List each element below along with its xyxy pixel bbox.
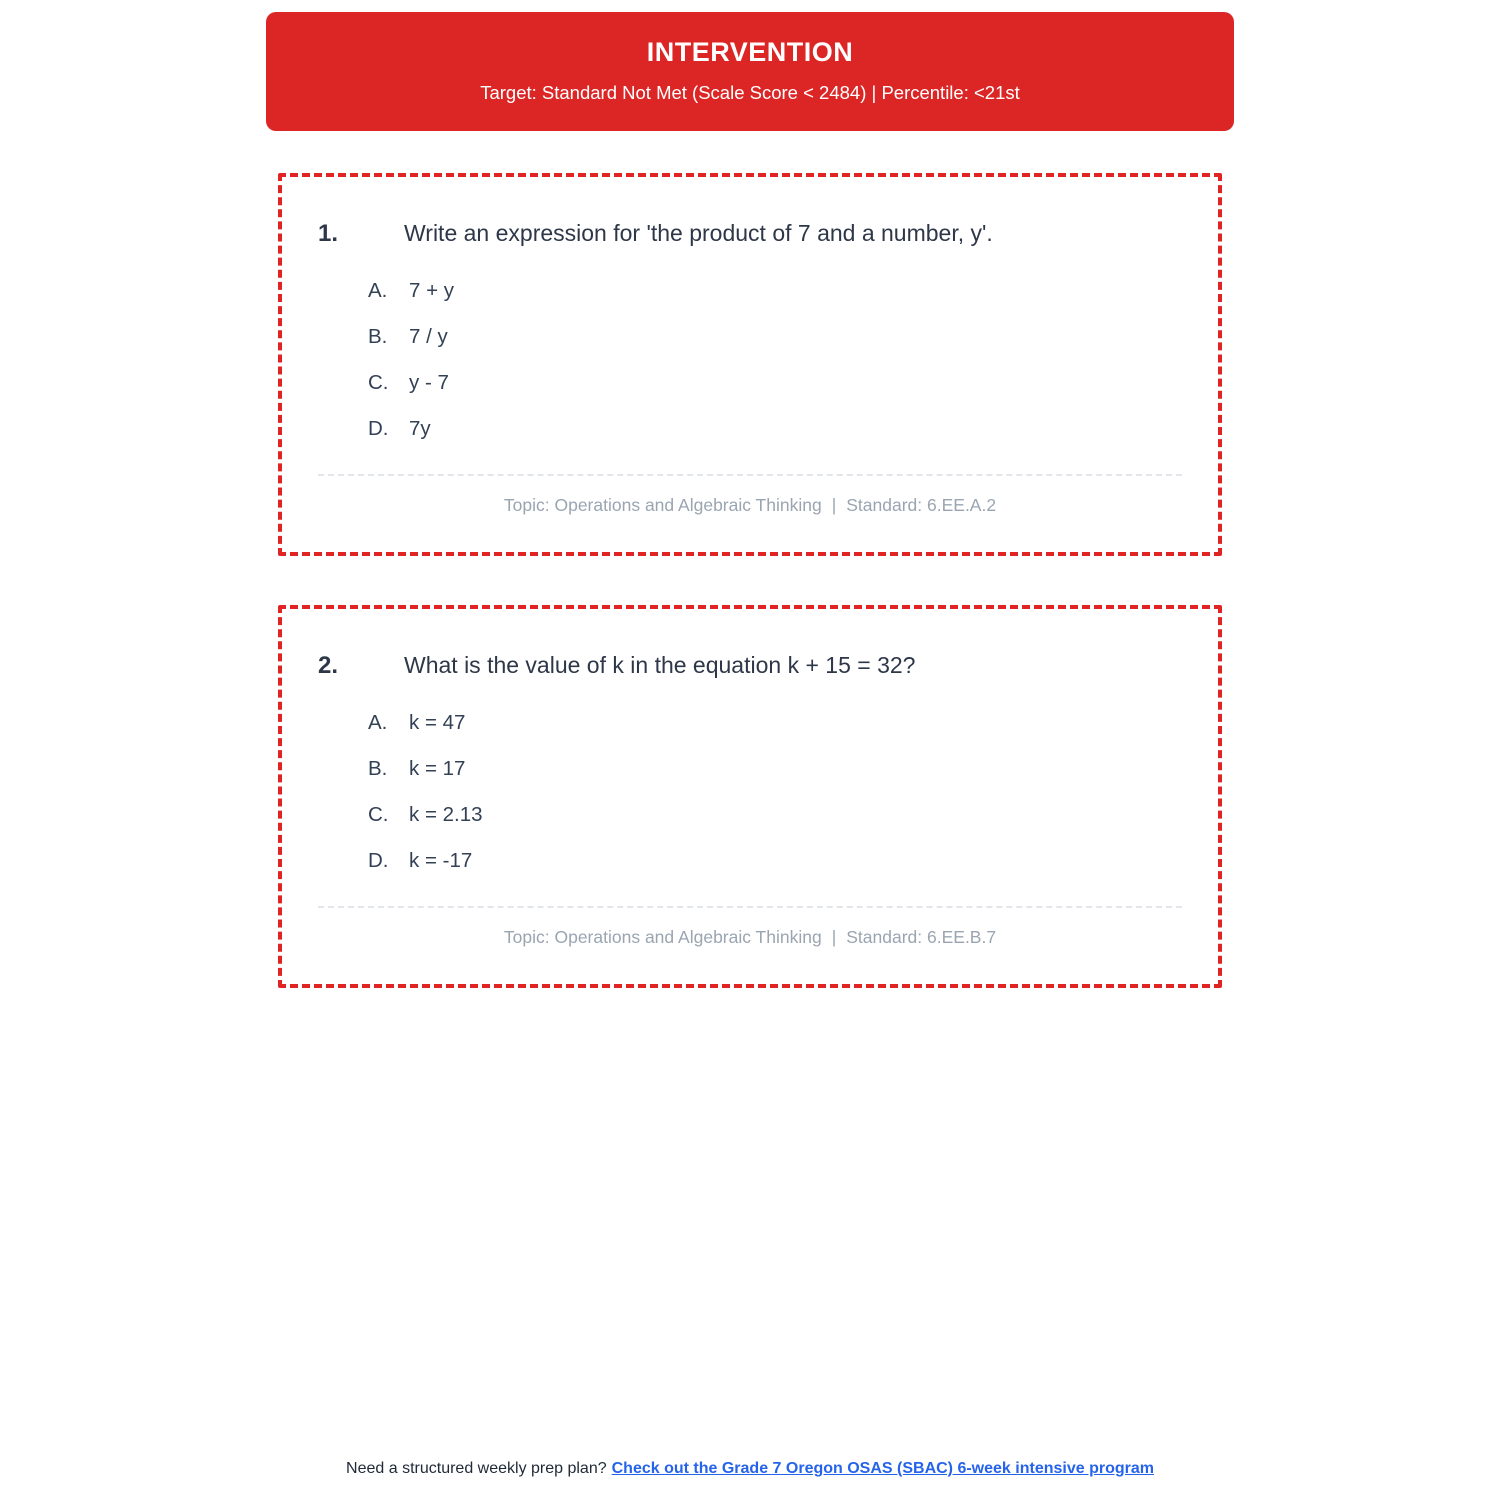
option-letter: D.	[368, 417, 389, 440]
footer-text: Need a structured weekly prep plan?	[346, 1460, 607, 1477]
question-2-row	[318, 649, 1182, 682]
question-1-meta	[318, 493, 1182, 517]
option-text: k = 2.13	[409, 803, 483, 826]
question-1-prompt: Write an expression for 'the product of 7 and a number, y'.	[404, 220, 993, 246]
page-footer	[0, 1460, 1500, 1478]
question-2-number: 2.	[318, 652, 339, 679]
option-a	[368, 276, 1182, 306]
question-1-options	[368, 276, 1182, 444]
option-d	[368, 414, 1182, 444]
option-a	[368, 708, 1182, 738]
meta-separator: |	[831, 927, 837, 947]
option-letter: B.	[368, 325, 388, 348]
banner-subtitle: Target: Standard Not Met (Scale Score < 2484) | Percentile: <21st	[480, 82, 1020, 103]
option-letter: C.	[368, 803, 389, 826]
card-divider	[318, 474, 1182, 476]
option-letter: B.	[368, 757, 388, 780]
topic-label: Topic: Operations and Algebraic Thinking	[503, 927, 822, 947]
card-divider	[318, 906, 1182, 908]
question-1-row	[318, 217, 1182, 250]
option-letter: A.	[368, 279, 388, 302]
question-2-options	[368, 708, 1182, 876]
option-letter: A.	[368, 711, 388, 734]
option-letter: C.	[368, 371, 389, 394]
option-c	[368, 368, 1182, 398]
topic-label: Topic: Operations and Algebraic Thinking	[503, 495, 822, 515]
option-text: k = -17	[409, 849, 473, 872]
option-d	[368, 846, 1182, 876]
question-2-meta	[318, 925, 1182, 949]
intervention-banner	[266, 12, 1234, 131]
option-c	[368, 800, 1182, 830]
question-card-2	[278, 605, 1222, 988]
option-letter: D.	[368, 849, 389, 872]
option-text: 7 + y	[409, 279, 455, 302]
option-text: 7y	[409, 417, 431, 440]
option-text: k = 17	[409, 757, 466, 780]
standard-label: Standard: 6.EE.A.2	[846, 495, 997, 515]
banner-title: INTERVENTION	[646, 37, 854, 67]
meta-separator: |	[831, 495, 837, 515]
option-b	[368, 322, 1182, 352]
prep-program-link[interactable]: Check out the Grade 7 Oregon OSAS (SBAC) 6-week intensive program	[611, 1460, 1154, 1477]
standard-label: Standard: 6.EE.B.7	[846, 927, 997, 947]
option-text: 7 / y	[409, 325, 448, 348]
question-card-1	[278, 173, 1222, 556]
option-b	[368, 754, 1182, 784]
question-2-prompt: What is the value of k in the equation k + 15 = 32?	[404, 652, 916, 678]
option-text: k = 47	[409, 711, 466, 734]
question-1-number: 1.	[318, 220, 339, 247]
option-text: y - 7	[409, 371, 449, 394]
